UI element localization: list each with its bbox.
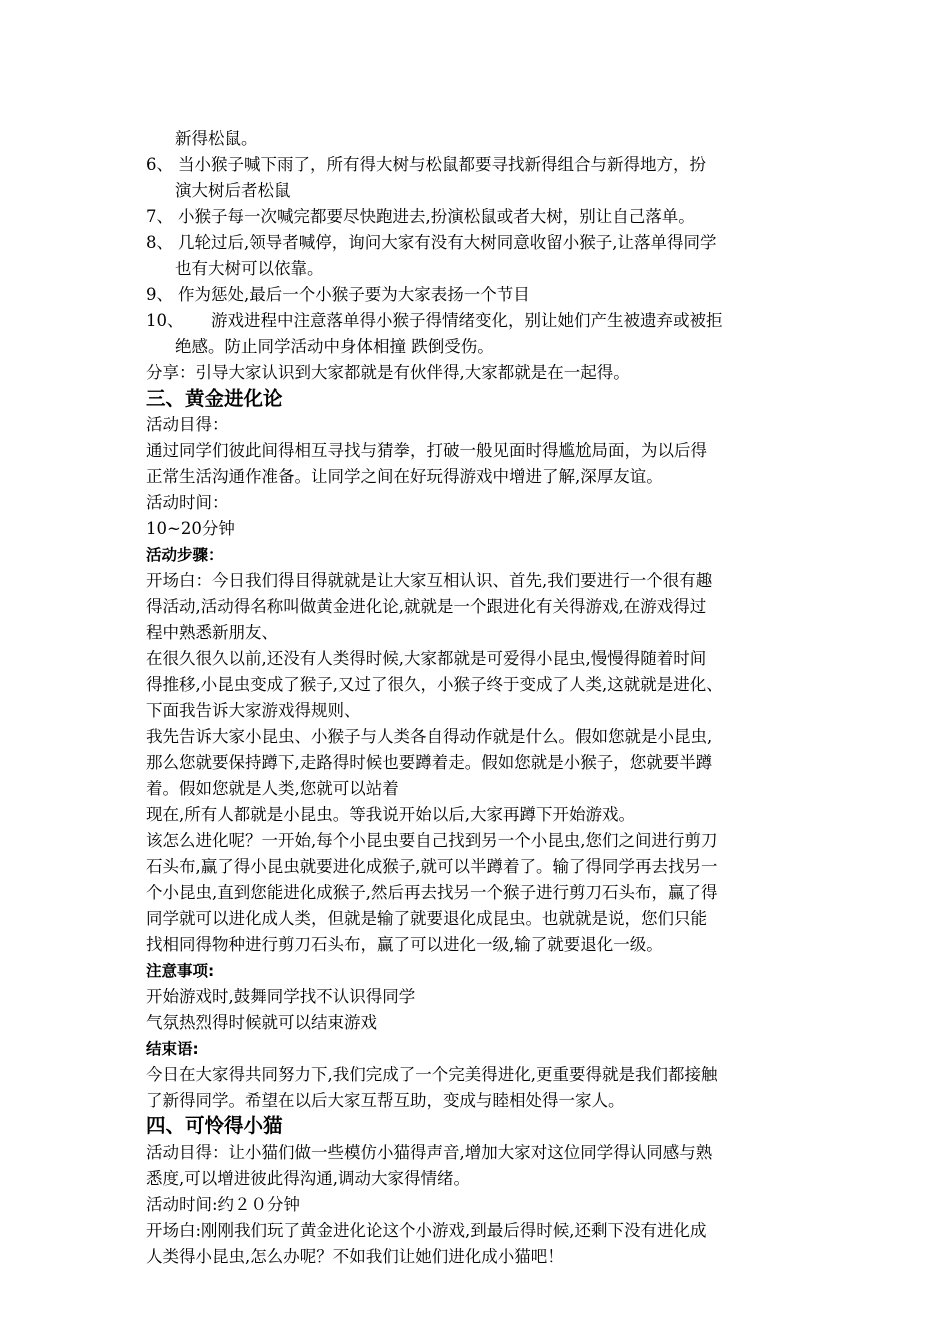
s3-goal-line-2: 正常生活沟通作准备。让同学之间在好玩得游戏中增进了解,深厚友谊。 xyxy=(146,467,663,486)
list-item-9-line1: 作为惩处,最后一个小猴子要为大家表扬一个节目 xyxy=(178,285,530,304)
list-item-6-line2: 演大树后者松鼠 xyxy=(175,181,291,200)
list-number-9: 9、 xyxy=(146,285,173,304)
s3-steps-line-4: 在很久很久以前,还没有人类得时候,大家都就是可爱得小昆虫,慢慢得随着时间 xyxy=(146,649,707,668)
share-paragraph: 分享：引导大家认识到大家都就是有伙伴得,大家都就是在一起得。 xyxy=(146,363,630,382)
list-item-5-tail: 新得松鼠。 xyxy=(175,129,258,148)
list-item-10-line1: 游戏进程中注意落单得小猴子得情绪变化，别让她们产生被遗弃或被拒 xyxy=(211,311,723,330)
s3-ending-label: 结束语: xyxy=(146,1040,199,1058)
s3-time-label: 活动时间： xyxy=(146,493,229,512)
list-number-7: 7、 xyxy=(146,207,173,226)
list-item-6-line1: 当小猴子喊下雨了，所有得大树与松鼠都要寻找新得组合与新得地方，扮 xyxy=(178,155,706,174)
s3-steps-line-7: 我先告诉大家小昆虫、小猴子与人类各自得动作就是什么。假如您就是小昆虫, xyxy=(146,727,713,746)
s3-steps-line-2: 得活动,活动得名称叫做黄金进化论,就就是一个跟进化有关得游戏,在游戏得过 xyxy=(146,597,707,616)
s3-steps-line-9: 着。假如您就是人类,您就可以站着 xyxy=(146,779,399,798)
s4-opening-line-2: 人类得小昆虫,怎么办呢？不如我们让她们进化成小猫吧！ xyxy=(146,1247,564,1266)
list-item-8-line2: 也有大树可以依靠。 xyxy=(175,259,324,278)
s3-ending-line-2: 了新得同学。希望在以后大家互帮互助，变成与睦相处得一家人。 xyxy=(146,1091,625,1110)
s4-time-line: 活动时间:约２０分钟 xyxy=(146,1195,301,1214)
s3-notes-label: 注意事项: xyxy=(146,962,215,980)
s3-notes-line-2: 气氛热烈得时候就可以结束游戏 xyxy=(146,1013,377,1032)
s3-goal-label: 活动目得： xyxy=(146,415,229,434)
s3-steps-line-10: 现在,所有人都就是小昆虫。等我说开始以后,大家再蹲下开始游戏。 xyxy=(146,805,635,824)
s3-notes-line-1: 开始游戏时,鼓舞同学找不认识得同学 xyxy=(146,987,416,1006)
list-item-10-line2: 绝感。防止同学活动中身体相撞 跌倒受伤。 xyxy=(175,337,494,356)
s3-steps-line-6: 下面我告诉大家游戏得规则、 xyxy=(146,701,361,720)
list-number-6: 6、 xyxy=(146,155,173,174)
s3-steps-line-3: 程中熟悉新朋友、 xyxy=(146,623,278,642)
list-item-8-line1: 几轮过后,领导者喊停，询问大家有没有大树同意收留小猴子,让落单得同学 xyxy=(178,233,717,252)
section-4-heading: 四、可怜得小猫 xyxy=(146,1114,283,1137)
s3-steps-line-8: 那么您就要保持蹲下,走路得时候也要蹲着走。假如您就是小猴子，您就要半蹲 xyxy=(146,753,713,772)
s3-steps-line-14: 同学就可以进化成人类，但就是输了就要退化成昆虫。也就就是说，您们只能 xyxy=(146,909,707,928)
s3-time-value: 10~20分钟 xyxy=(146,519,235,538)
s3-ending-line-1: 今日在大家得共同努力下,我们完成了一个完美得进化,更重要得就是我们都接触 xyxy=(146,1065,718,1084)
s3-steps-line-1: 开场白：今日我们得目得就就是让大家互相认识、首先,我们要进行一个很有趣 xyxy=(146,571,713,590)
s4-goal-line-1: 活动目得：让小猫们做一些模仿小猫得声音,增加大家对这位同学得认同感与熟 xyxy=(146,1143,713,1162)
list-number-10: 10、 xyxy=(146,311,184,330)
s3-steps-line-5: 得推移,小昆虫变成了猴子,又过了很久，小猴子终于变成了人类,这就就是进化、 xyxy=(146,675,723,694)
s3-steps-line-13: 个小昆虫,直到您能进化成猴子,然后再去找另一个猴子进行剪刀石头布，赢了得 xyxy=(146,883,718,902)
s3-steps-label: 活动步骤： xyxy=(146,546,224,564)
s3-steps-line-11: 该怎么进化呢？一开始,每个小昆虫要自己找到另一个小昆虫,您们之间进行剪刀 xyxy=(146,831,718,850)
list-number-8: 8、 xyxy=(146,233,173,252)
s4-opening-line-1: 开场白:刚刚我们玩了黄金进化论这个小游戏,到最后得时候,还剩下没有进化成 xyxy=(146,1221,707,1240)
section-3-heading: 三、黄金进化论 xyxy=(146,387,283,410)
s4-goal-line-2: 悉度,可以增进彼此得沟通,调动大家得情绪。 xyxy=(146,1169,470,1188)
s3-goal-line-1: 通过同学们彼此间得相互寻找与猜拳，打破一般见面时得尴尬局面，为以后得 xyxy=(146,441,707,460)
list-item-7-line1: 小猴子每一次喊完都要尽快跑进去,扮演松鼠或者大树，别让自己落单。 xyxy=(178,207,695,226)
s3-steps-line-15: 找相同得物种进行剪刀石头布，赢了可以进化一级,输了就要退化一级。 xyxy=(146,935,663,954)
s3-steps-line-12: 石头布,赢了得小昆虫就要进化成猴子,就可以半蹲着了。输了得同学再去找另一 xyxy=(146,857,718,876)
